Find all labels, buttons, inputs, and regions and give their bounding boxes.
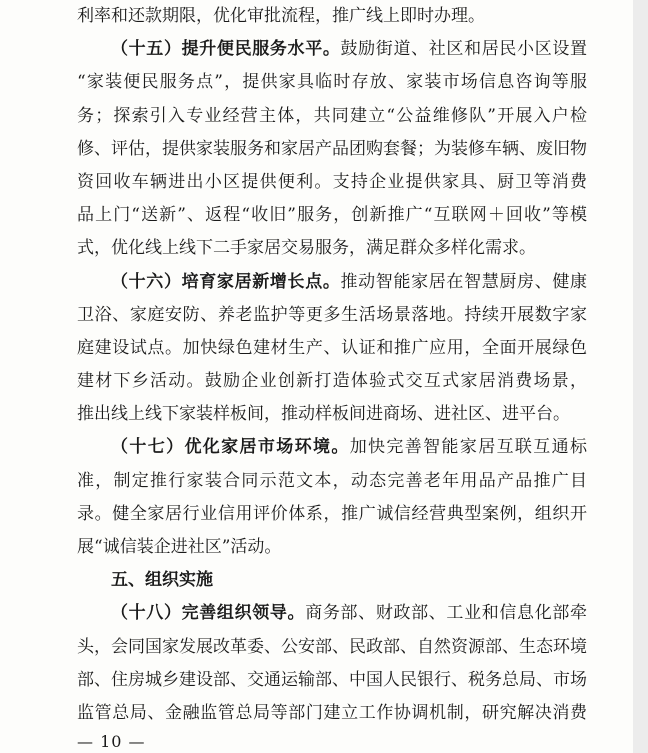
paragraph-16-line-1: [77, 266, 587, 299]
paragraph-15-line-6: 品上门“送新”、返程“收旧”服务，创新推广“互联网＋回收”等模: [77, 205, 587, 226]
paragraph-17-text: 加快完善智能家居互联互通标: [349, 437, 588, 458]
paragraph-18-title: （十八）完善组织领导。: [111, 603, 306, 624]
body-text: [77, 0, 587, 730]
paragraph-17-line-3: 录。健全家居行业信用评价体系，推广诚信经营典型案例，组织开: [77, 503, 587, 524]
paragraph-16-line-5: 推出线上线下家装样板间，推动样板间进商场、进社区、进平台。: [77, 404, 570, 425]
paragraph-15-line-2: “家装便民服务点”，提供家具临时存放、家装市场信息咨询等服: [77, 72, 587, 93]
paragraph-18-line-2: 头，会同国家发展改革委、公安部、民政部、自然资源部、生态环境: [77, 636, 587, 657]
paragraph-18-line-4: 监管总局、金融监管总局等部门建立工作协调机制，研究解决消费: [77, 702, 587, 723]
paragraph-16-line-3: 庭建设试点。加快绿色建材生产、认证和推广应用，全面开展绿色: [77, 337, 587, 358]
page-edge-gutter: [633, 0, 648, 753]
paragraph-16-title: （十六）培育家居新增长点。: [111, 271, 341, 292]
paragraph-16-line-4: 建材下乡活动。鼓励企业创新打造体验式交互式家居消费场景，: [77, 371, 587, 392]
paragraph-17-line-1: [77, 431, 587, 464]
paragraph-18-line-3: 部、住房城乡建设部、交通运输部、中国人民银行、税务总局、市场: [77, 669, 587, 690]
paragraph-16-text: 推动智能家居在智慧厨房、健康: [340, 271, 587, 292]
paragraph-15-text: 鼓励街道、社区和居民小区设置: [340, 39, 587, 60]
paragraph-14-tail: 利率和还款期限，优化审批流程，推广线上即时办理。: [77, 6, 485, 26]
section-5-heading: 五、组织实施: [111, 570, 213, 591]
paragraph-17-line-2: 准，制定推行家装合同示范文本，动态完善老年用品产品推广目: [77, 470, 587, 491]
paragraph-18-text: 商务部、财政部、工业和信息化部牵: [305, 603, 588, 624]
paragraph-15-line-4: 修、评估，提供家装服务和家居产品团购套餐；为装修车辆、废旧物: [77, 138, 587, 159]
paragraph-15-title: （十五）提升便民服务水平。: [111, 39, 341, 60]
paragraph-15-line-1: [77, 33, 587, 66]
page-number: — 10 —: [77, 732, 146, 751]
paragraph-15-line-7: 式，优化线上线下二手家居交易服务，满足群众多样化需求。: [77, 238, 536, 259]
paragraph-16-line-2: 卫浴、家庭安防、养老监护等更多生活场景落地。持续开展数字家: [77, 304, 587, 325]
paragraph-17-line-4: 展“诚信装企进社区”活动。: [77, 537, 282, 557]
paragraph-15-line-3: 务；探索引入专业经营主体，共同建立“公益维修队”开展入户检: [77, 105, 587, 126]
paragraph-18-line-1: [77, 597, 587, 630]
paragraph-15-line-5: 资回收车辆进出小区提供便利。支持企业提供家具、厨卫等消费: [77, 171, 587, 192]
paragraph-17-title: （十七）优化家居市场环境。: [111, 437, 350, 458]
